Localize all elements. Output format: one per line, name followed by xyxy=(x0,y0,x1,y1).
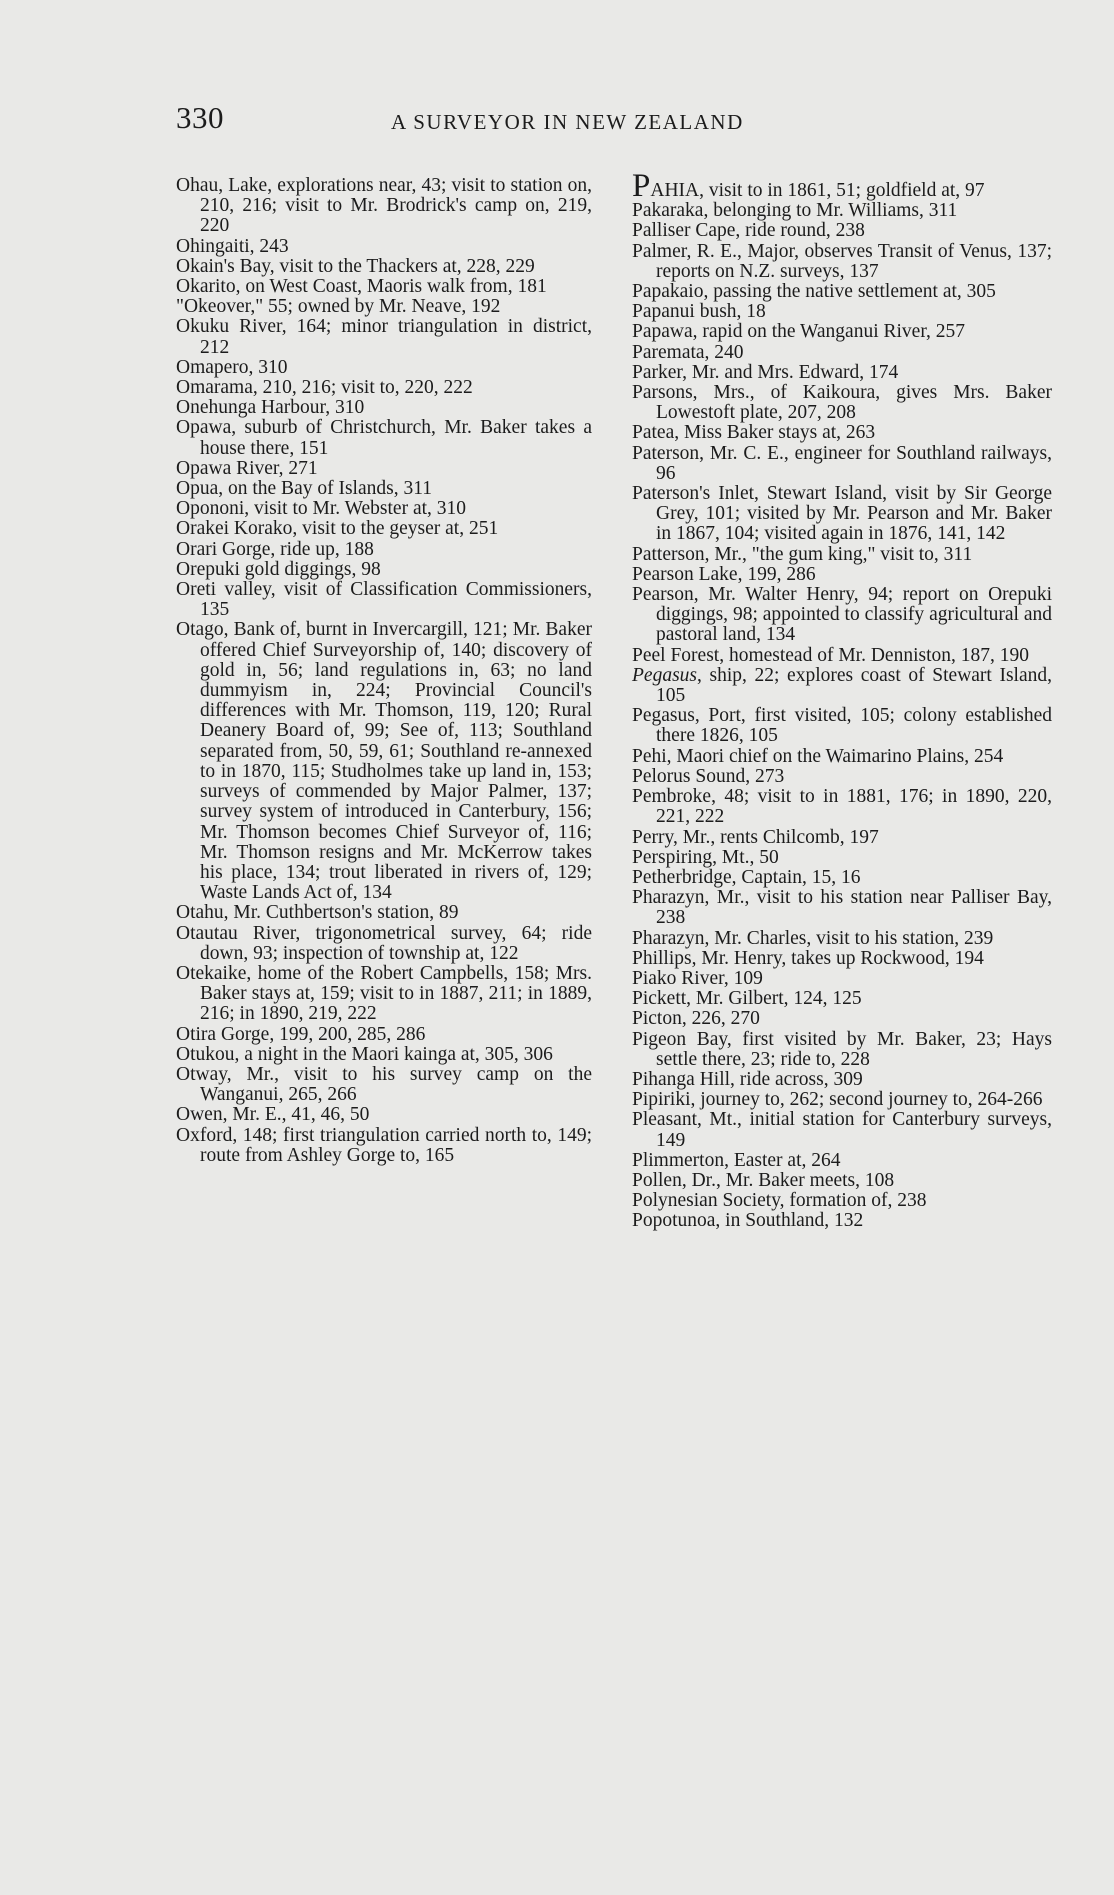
index-entry: Peel Forest, homestead of Mr. Denniston, 187, 190 xyxy=(632,644,1029,666)
index-entry: Phillips, Mr. Henry, takes up Rockwood, 194 xyxy=(632,947,984,969)
index-entry: Pearson, Mr. Walter Henry, 94; report on Orepuki diggings, 98; appointed to classify agricultural and pastoral land, 134 xyxy=(632,584,1052,646)
index-entry: Orakei Korako, visit to the geyser at, 251 xyxy=(176,518,499,540)
index-entry: Papanui bush, 18 xyxy=(632,301,766,323)
index-entry: Otukou, a night in the Maori kainga at, 305, 306 xyxy=(176,1043,553,1065)
index-entry: Opawa River, 271 xyxy=(176,457,318,479)
index-entry-text: AHIA, visit to in 1861, 51; goldfield at, 97 xyxy=(650,180,985,201)
index-entry: Paremata, 240 xyxy=(632,341,744,363)
index-entry-pegasus-ship xyxy=(632,666,1052,706)
index-entry: Omarama, 210, 216; visit to, 220, 222 xyxy=(176,377,473,399)
index-entry: Pihanga Hill, ride across, 309 xyxy=(632,1068,863,1090)
index-entry: Onehunga Harbour, 310 xyxy=(176,397,365,419)
index-entry: Perspiring, Mt., 50 xyxy=(632,846,779,868)
index-entry: Pigeon Bay, first visited by Mr. Baker, 23; Hays settle there, 23; ride to, 228 xyxy=(632,1028,1052,1070)
index-entry: Papakaio, passing the native settlement at, 305 xyxy=(632,281,996,303)
index-entry: Otahu, Mr. Cuthbertson's station, 89 xyxy=(176,902,459,924)
index-entry: Pollen, Dr., Mr. Baker meets, 108 xyxy=(632,1169,895,1191)
index-entry: Pegasus, Port, first visited, 105; colony established there 1826, 105 xyxy=(632,705,1052,747)
index-entry: Otekaike, home of the Robert Campbells, 158; Mrs. Baker stays at, 159; visit to in 1887, 211; in 1889, 216; in 1890, 219, 222 xyxy=(176,962,592,1025)
index-entry: Palliser Cape, ride round, 238 xyxy=(632,220,865,242)
index-entry: Otira Gorge, 199, 200, 285, 286 xyxy=(176,1023,426,1045)
index-entry: Pembroke, 48; visit to in 1881, 176; in 1890, 220, 221, 222 xyxy=(632,786,1052,828)
index-entry: Opua, on the Bay of Islands, 311 xyxy=(176,478,432,500)
index-entry: Picton, 226, 270 xyxy=(632,1008,760,1030)
index-entry-text: , ship, 22; explores coast of Stewart Island, 105 xyxy=(656,664,1052,707)
page-header xyxy=(176,100,876,140)
running-title: A SURVEYOR IN NEW ZEALAND xyxy=(391,110,744,134)
index-entry: Ohingaiti, 243 xyxy=(176,235,289,257)
index-entry: Pharazyn, Mr., visit to his station near Palliser Bay, 238 xyxy=(632,887,1052,929)
index-entry: Otago, Bank of, burnt in Invercargill, 121; Mr. Baker offered Chief Surveyorship of, 140; discovery of gold in, 56; land regulations in, 63; no land dummyism in, 224; Provincial Council's differences with Mr. Thomson, 119, 120; Rural Deanery Board of, 99; See of, 113; Southland separated from, 50, 59, 61; Southland re-annexed to in 1870, 115; Studholmes take up land in, 153; surveys of commended by Major Palmer, 137; survey system of introduced in Canterbury, 156; Mr. Thomson becomes Chief Surveyor of, 116; Mr. Thomson resigns and Mr. McKerrow takes his place, 134; trout liberated in rivers of, 129; Waste Lands Act of, 134 xyxy=(176,619,592,904)
index-entry: Okarito, on West Coast, Maoris walk from, 181 xyxy=(176,276,547,298)
index-entry: Orepuki gold diggings, 98 xyxy=(176,558,381,580)
index-entry: Otautau River, trigonometrical survey, 64; ride down, 93; inspection of township at, 122 xyxy=(176,922,592,964)
index-entry: Owen, Mr. E., 41, 46, 50 xyxy=(176,1104,370,1126)
index-entries-group xyxy=(632,706,1052,1231)
index-entry: Paterson's Inlet, Stewart Island, visit by Sir George Grey, 101; visited by Mr. Pearson and Mr. Baker in 1867, 104; visited again in 1876, 141, 142 xyxy=(632,483,1052,545)
index-entry: Parsons, Mrs., of Kaikoura, gives Mrs. Baker Lowestoft plate, 207, 208 xyxy=(632,382,1052,424)
index-entry: Oxford, 148; first triangulation carried north to, 149; route from Ashley Gorge to, 165 xyxy=(176,1124,592,1166)
index-entry: Pharazyn, Mr. Charles, visit to his station, 239 xyxy=(632,927,994,949)
index-entry: Polynesian Society, formation of, 238 xyxy=(632,1190,927,1212)
index-entry: Pakaraka, belonging to Mr. Williams, 311 xyxy=(632,200,958,222)
index-entry: Orari Gorge, ride up, 188 xyxy=(176,538,374,560)
index-entry: Ohau, Lake, explorations near, 43; visit to station on, 210, 216; visit to Mr. Brodrick's camp on, 219, 220 xyxy=(176,175,592,237)
index-entry: Pelorus Sound, 273 xyxy=(632,765,785,787)
index-entry: Otway, Mr., visit to his survey camp on the Wanganui, 265, 266 xyxy=(176,1063,592,1106)
ship-name: Pegasus xyxy=(632,664,697,686)
index-entry: Palmer, R. E., Major, observes Transit of Venus, 137; reports on N.Z. surveys, 137 xyxy=(632,240,1052,282)
index-column-right xyxy=(632,168,1052,1232)
index-entry: Pearson Lake, 199, 286 xyxy=(632,563,816,585)
index-entry: Papawa, rapid on the Wanganui River, 257 xyxy=(632,321,966,343)
index-entry: Parker, Mr. and Mrs. Edward, 174 xyxy=(632,361,899,383)
index-entry: Pehi, Maori chief on the Waimarino Plains, 254 xyxy=(632,745,1004,767)
index-entry: Popotunoa, in Southland, 132 xyxy=(632,1210,864,1232)
index-entry: Omapero, 310 xyxy=(176,356,288,378)
index-entry: Okuku River, 164; minor triangulation in district, 212 xyxy=(176,316,592,358)
index-entry: "Okeover," 55; owned by Mr. Neave, 192 xyxy=(176,296,501,318)
index-entry: Paterson, Mr. C. E., engineer for Southland railways, 96 xyxy=(632,442,1052,484)
index-entry: Petherbridge, Captain, 15, 16 xyxy=(632,866,861,888)
index-entry: Patterson, Mr., "the gum king," visit to, 311 xyxy=(632,543,973,565)
index-entry-pahia xyxy=(632,168,1052,204)
index-entry: Opawa, suburb of Christchurch, Mr. Baker takes a house there, 151 xyxy=(176,417,592,459)
index-entry: Piako River, 109 xyxy=(632,967,763,989)
index-entry: Opononi, visit to Mr. Webster at, 310 xyxy=(176,498,467,520)
index-entry: Perry, Mr., rents Chilcomb, 197 xyxy=(632,826,879,848)
index-entry: Plimmerton, Easter at, 264 xyxy=(632,1149,841,1171)
index-entries-group xyxy=(632,201,1052,666)
index-entry: Patea, Miss Baker stays at, 263 xyxy=(632,422,876,444)
drop-cap-initial: P xyxy=(632,168,651,204)
index-entry: Oreti valley, visit of Classification Commissioners, 135 xyxy=(176,579,592,621)
index-entry: Okain's Bay, visit to the Thackers at, 228, 229 xyxy=(176,255,535,277)
index-column-left xyxy=(176,176,592,1166)
column-gutter xyxy=(612,180,613,1720)
index-entry: Pleasant, Mt., initial station for Canterbury surveys, 149 xyxy=(632,1109,1052,1151)
index-entry: Pickett, Mr. Gilbert, 124, 125 xyxy=(632,988,862,1010)
page-number: 330 xyxy=(176,100,224,135)
index-entry: Pipiriki, journey to, 262; second journey to, 264-266 xyxy=(632,1089,1043,1111)
